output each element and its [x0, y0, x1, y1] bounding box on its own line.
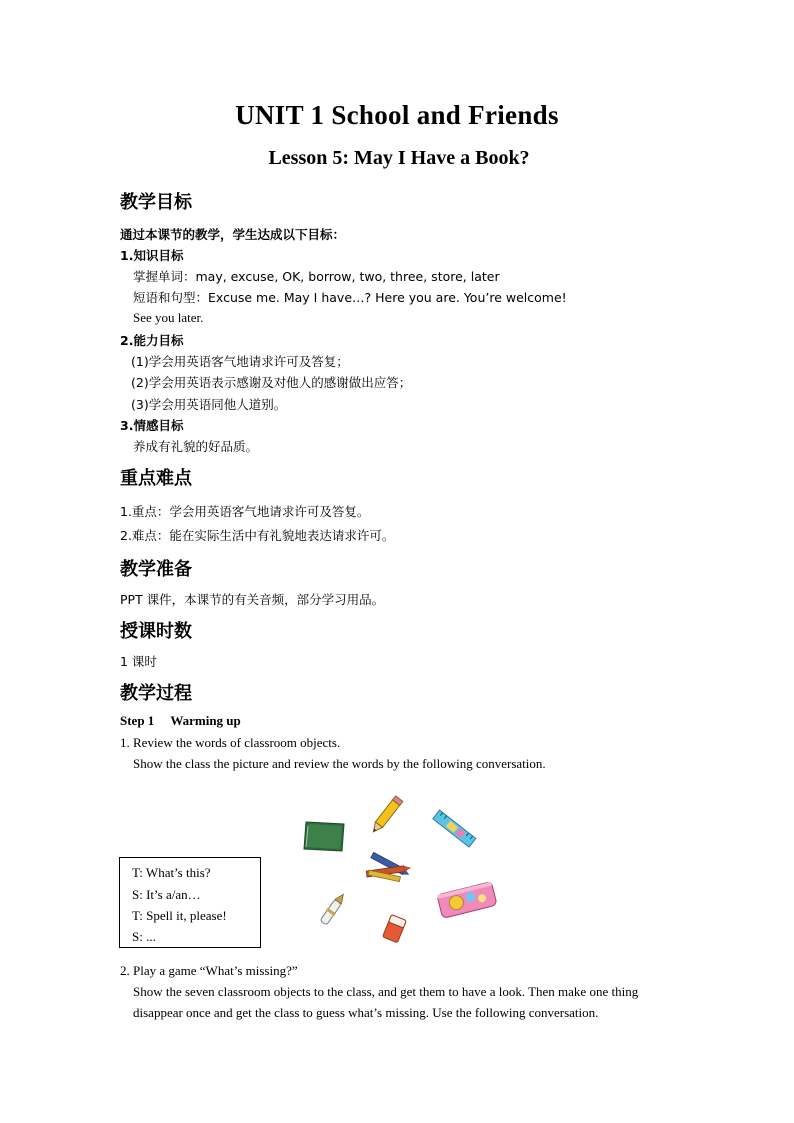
step1-title: Step 1 Warming up — [120, 713, 241, 728]
key-points-heading: 重点难点 — [120, 468, 192, 489]
dialogue-line-1: T: What’s this? — [132, 865, 211, 880]
emotion-title: 3.情感目标 — [120, 418, 184, 433]
ability-item-3: (3)学会用英语同他人道别。 — [131, 397, 287, 412]
knowledge-title: 1.知识目标 — [120, 248, 184, 263]
dialogue-line-3: T: Spell it, please! — [132, 908, 227, 923]
eraser-icon — [380, 912, 410, 948]
dialogue-line-2: S: It’s a/an… — [132, 887, 201, 902]
crayon-icon — [362, 850, 414, 886]
key-point-2: 2.难点：能在实际生活中有礼貌地表达请求许可。 — [120, 528, 395, 543]
ability-title: 2.能力目标 — [120, 333, 184, 348]
process-heading: 教学过程 — [120, 683, 192, 704]
objectives-intro: 通过本课节的教学，学生达成以下目标： — [120, 227, 346, 242]
pencil-case-icon — [436, 880, 498, 920]
knowledge-words: 掌握单词：may, excuse, OK, borrow, two, three, store, later — [133, 269, 500, 284]
ruler-icon — [430, 806, 478, 852]
green-book-icon — [302, 818, 346, 854]
knowledge-phrases-cont: See you later. — [133, 310, 204, 325]
objectives-heading: 教学目标 — [120, 192, 192, 213]
knowledge-phrases: 短语和句型：Excuse me. May I have…? Here you are. You’re welcome! — [133, 290, 567, 305]
emotion-text: 养成有礼貌的好品质。 — [133, 439, 259, 454]
ability-item-2: (2)学会用英语表示感谢及对他人的感谢做出应答； — [131, 375, 412, 390]
hours-text: 1 课时 — [120, 654, 157, 669]
process-item-1-detail: Show the class the picture and review the words by the following conversation. — [133, 756, 546, 771]
pencil-icon — [370, 790, 410, 836]
lesson-title: Lesson 5: May I Have a Book? — [268, 147, 530, 169]
process-item-2-detail-1: Show the seven classroom objects to the class, and get them to have a look. Then make one thing — [133, 984, 639, 999]
process-item-1: 1. Review the words of classroom objects. — [120, 735, 341, 750]
pen-icon — [314, 886, 352, 932]
preparation-heading: 教学准备 — [120, 559, 192, 580]
preparation-text: PPT 课件，本课节的有关音频，部分学习用品。 — [120, 592, 385, 607]
ability-item-1: (1)学会用英语客气地请求许可及答复； — [131, 354, 349, 369]
key-point-1: 1.重点：学会用英语客气地请求许可及答复。 — [120, 504, 370, 519]
hours-heading: 授课时数 — [120, 621, 192, 642]
process-item-2: 2. Play a game “What’s missing?” — [120, 963, 298, 978]
unit-title: UNIT 1 School and Friends — [235, 100, 559, 130]
dialogue-line-4: S: ... — [132, 929, 156, 944]
process-item-2-detail-2: disappear once and get the class to guess what’s missing. Use the following conversation. — [133, 1005, 599, 1020]
dialogue-box — [119, 857, 261, 948]
